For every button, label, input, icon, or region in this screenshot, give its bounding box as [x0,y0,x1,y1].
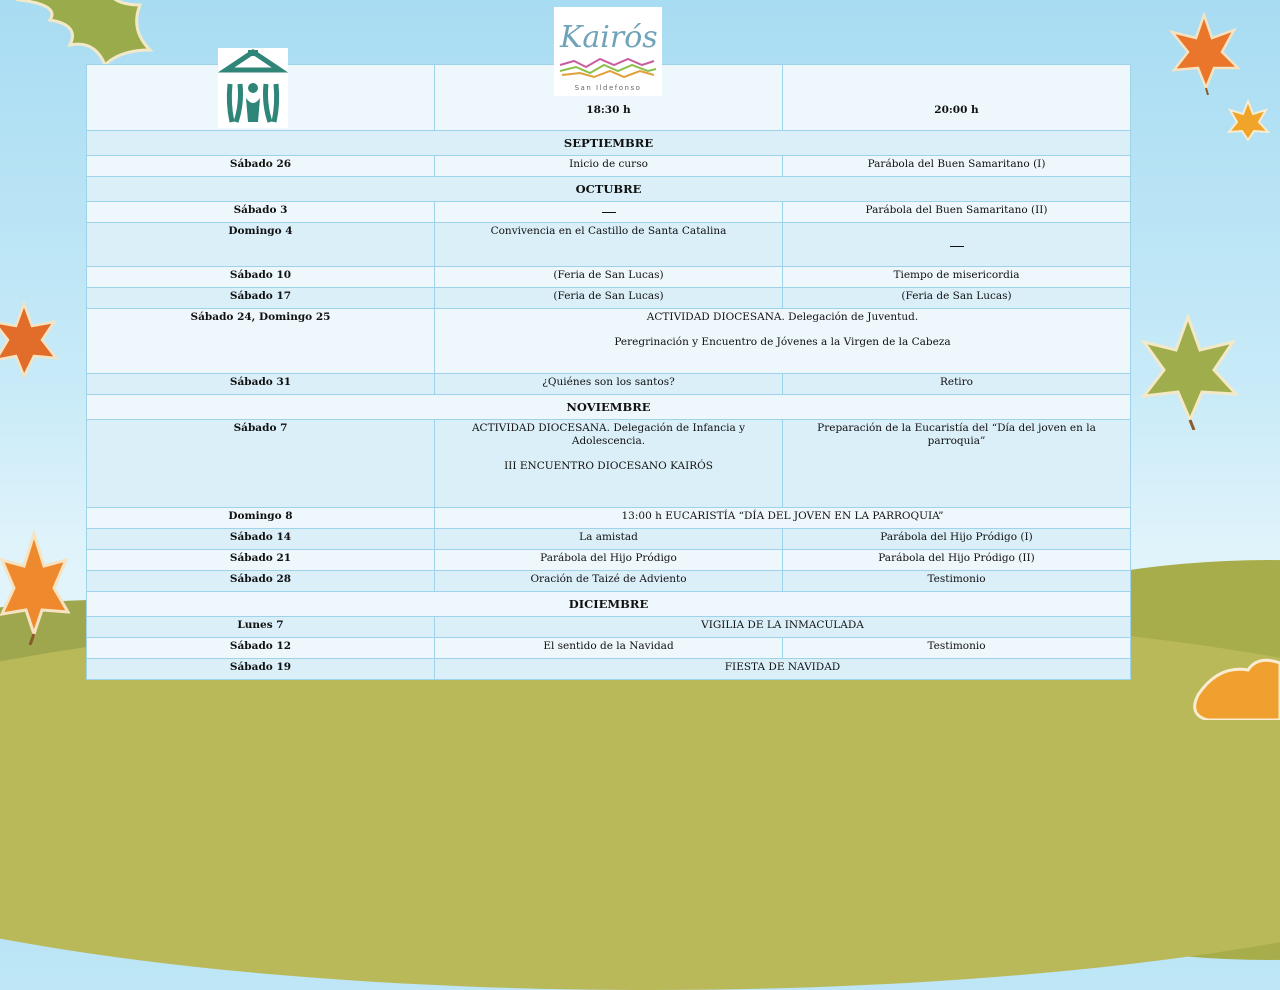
day-cell: Sábado 7 [87,420,435,508]
schedule-table [86,64,1131,680]
header-time-2: 20:00 h [783,65,1131,131]
day-cell: Sábado 21 [87,550,435,571]
activity-2000-cell: Preparación de la Eucaristía del “Día del joven en la parroquia” [783,420,1131,508]
day-cell: Sábado 26 [87,156,435,177]
activity-2000-cell: Parábola del Hijo Pródigo (II) [783,550,1131,571]
activity-1830-cell: Convivencia en el Castillo de Santa Catalina [435,223,783,267]
day-cell: Domingo 8 [87,508,435,529]
day-cell: Sábado 10 [87,267,435,288]
day-cell: Lunes 7 [87,617,435,638]
activity-2000-cell: (Feria de San Lucas) [783,288,1131,309]
activity-1830-cell: La amistad [435,529,783,550]
day-cell: Sábado 31 [87,374,435,395]
table-row [87,288,1131,309]
table-row [87,638,1131,659]
day-cell: Sábado 12 [87,638,435,659]
activity-1830-cell: El sentido de la Navidad [435,638,783,659]
activity-joint-cell: 13:00 h EUCARISTÍA “DÍA DEL JOVEN EN LA PARROQUIA” [435,508,1131,529]
month-row-noviembre [87,395,1131,420]
activity-line-2: III ENCUENTRO DIOCESANO KAIRÓS [504,460,713,472]
activity-line-1: ACTIVIDAD DIOCESANA. Delegación de Juventud. [646,311,919,323]
activity-2000-cell: Retiro [783,374,1131,395]
activity-joint-cell [435,309,1131,374]
month-label: SEPTIEMBRE [87,131,1131,156]
month-label: OCTUBRE [87,177,1131,202]
activity-1830-cell: Inicio de curso [435,156,783,177]
activity-2000-cell: Parábola del Buen Samaritano (I) [783,156,1131,177]
day-cell: Sábado 28 [87,571,435,592]
leaf-orange-left-icon [0,300,60,380]
table-row [87,529,1131,550]
leaf-green-right-icon [1138,312,1240,430]
table-row [87,374,1131,395]
activity-1830-cell: (Feria de San Lucas) [435,267,783,288]
activity-2000-cell: Parábola del Hijo Pródigo (I) [783,529,1131,550]
activity-1830-cell [435,420,783,508]
leaf-yellow-small-icon [1226,98,1270,142]
kairos-logo [554,7,662,96]
leaf-orange-bottom-left-icon [0,530,70,645]
activity-line-1: ACTIVIDAD DIOCESANA. Delegación de Infancia y Adolescencia. [471,422,746,447]
leaf-orange-top-right-icon [1168,10,1240,95]
day-cell: Sábado 24, Domingo 25 [87,309,435,374]
day-cell: Sábado 19 [87,659,435,680]
table-row [87,508,1131,529]
activity-1830-cell: ¿Quiénes son los santos? [435,374,783,395]
table-row [87,617,1131,638]
activity-2000-cell: Testimonio [783,638,1131,659]
schedule-table-container [86,64,1130,680]
activity-1830-cell: Oración de Taizé de Adviento [435,571,783,592]
svg-text:San Ildefonso: San Ildefonso [574,84,642,92]
activity-2000-cell [783,223,1131,267]
day-cell: Sábado 3 [87,202,435,223]
leaf-green-top-left-icon [10,0,160,70]
month-row-septiembre [87,131,1131,156]
table-row [87,223,1131,267]
table-row [87,420,1131,508]
table-row [87,156,1131,177]
kairos-logo-mark [554,7,662,96]
activity-joint-cell: FIESTA DE NAVIDAD [435,659,1131,680]
table-row [87,267,1131,288]
empty-dash [602,204,616,213]
table-row [87,309,1131,374]
table-row [87,659,1131,680]
activity-joint-cell: VIGILIA DE LA INMACULADA [435,617,1131,638]
table-row [87,550,1131,571]
parish-logo-icon [218,48,288,128]
activity-1830-cell [435,202,783,223]
day-cell: Sábado 14 [87,529,435,550]
month-row-diciembre [87,592,1131,617]
activity-line-2: Peregrinación y Encuentro de Jóvenes a la Virgen de la Cabeza [614,336,951,348]
header-time-1: 18:30 h [435,65,783,131]
empty-dash [950,238,964,247]
table-row [87,202,1131,223]
month-label: DICIEMBRE [87,592,1131,617]
activity-1830-cell: (Feria de San Lucas) [435,288,783,309]
activity-2000-cell: Tiempo de misericordia [783,267,1131,288]
leaf-orange-bottom-right-icon [1188,655,1280,720]
parish-logo [218,48,288,128]
activity-1830-cell: Parábola del Hijo Pródigo [435,550,783,571]
month-row-octubre [87,177,1131,202]
day-cell: Domingo 4 [87,223,435,267]
table-row [87,571,1131,592]
activity-2000-cell: Testimonio [783,571,1131,592]
svg-text:Kairós: Kairós [560,20,658,55]
month-label: NOVIEMBRE [87,395,1131,420]
day-cell: Sábado 17 [87,288,435,309]
activity-2000-cell: Parábola del Buen Samaritano (II) [783,202,1131,223]
